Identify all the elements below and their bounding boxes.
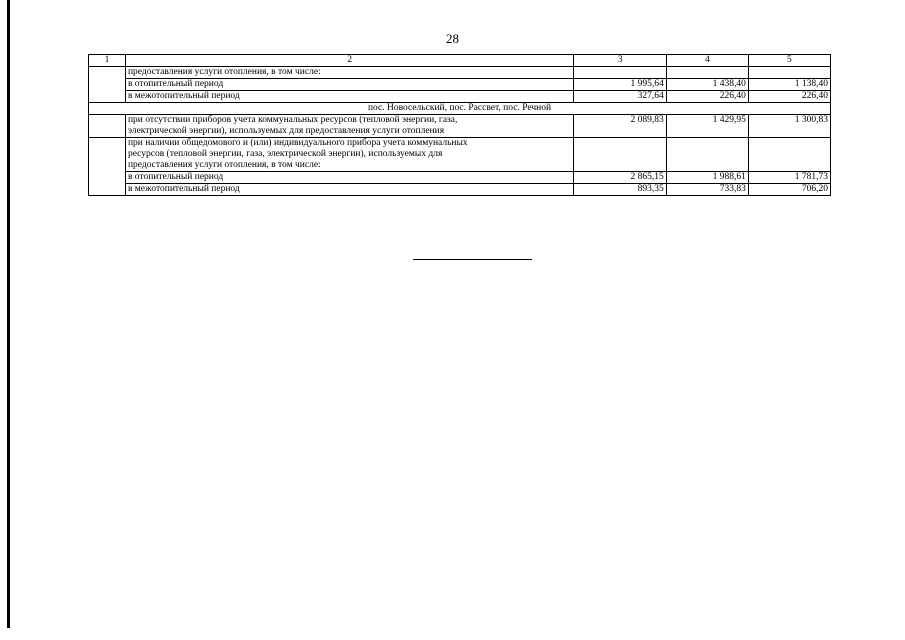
header-col-2: 2 — [125, 55, 573, 67]
row-label-line: предоставления услуги отопления, в том числе: — [127, 160, 321, 170]
row-number-cell — [89, 138, 126, 196]
header-col-3: 3 — [574, 55, 666, 67]
table-row — [89, 138, 831, 172]
value-col-3: 2 089,83 — [574, 115, 666, 138]
value-col-3: 327,64 — [574, 91, 666, 103]
value-col-5: 226,40 — [748, 91, 830, 103]
row-label-line: ресурсов (тепловой энергии, газа, электрической энергии), используемых для — [127, 149, 443, 159]
value-col-4 — [666, 138, 748, 172]
table-row — [89, 115, 831, 138]
tariff-table — [88, 54, 831, 196]
section-title: пос. Новосельский, пос. Рассвет, пос. Речной — [89, 103, 831, 115]
row-number-cell — [89, 115, 126, 138]
table-row — [89, 172, 831, 184]
row-label — [125, 138, 573, 172]
row-label — [125, 115, 573, 138]
value-col-5: 706,20 — [748, 184, 830, 196]
header-col-5: 5 — [748, 55, 830, 67]
row-label: в отопительный период — [125, 172, 573, 184]
row-label: предоставления услуги отопления, в том числе: — [125, 67, 573, 79]
value-col-5: 1 138,40 — [748, 79, 830, 91]
value-col-4 — [666, 67, 748, 79]
value-col-3 — [574, 138, 666, 172]
header-col-4: 4 — [666, 55, 748, 67]
table-row — [89, 184, 831, 196]
row-label: в межотопительный период — [125, 91, 573, 103]
value-col-4: 1 988,61 — [666, 172, 748, 184]
value-col-5 — [748, 138, 830, 172]
value-col-3 — [574, 67, 666, 79]
row-label-line: при отсутствии приборов учета коммунальных ресурсов (тепловой энергии, газа, — [127, 115, 458, 125]
table-row — [89, 79, 831, 91]
end-divider-line — [413, 259, 532, 260]
value-col-5: 1 300,83 — [748, 115, 830, 138]
page-number: 28 — [446, 31, 459, 46]
value-col-3: 893,35 — [574, 184, 666, 196]
header-col-1: 1 — [89, 55, 126, 67]
scan-edge-bar — [7, 0, 10, 628]
value-col-3: 2 865,15 — [574, 172, 666, 184]
value-col-4: 1 438,40 — [666, 79, 748, 91]
table-row — [89, 91, 831, 103]
row-label: в отопительный период — [125, 79, 573, 91]
value-col-4: 733,83 — [666, 184, 748, 196]
table-header-row — [89, 55, 831, 67]
value-col-5 — [748, 67, 830, 79]
value-col-3: 1 995,64 — [574, 79, 666, 91]
row-label: в межотопительный период — [125, 184, 573, 196]
value-col-4: 226,40 — [666, 91, 748, 103]
section-title-row — [89, 103, 831, 115]
table-row — [89, 67, 831, 79]
row-number-cell — [89, 67, 126, 103]
row-label-line: электрической энергии), используемых для предоставления услуги отопления — [127, 126, 445, 136]
value-col-4: 1 429,95 — [666, 115, 748, 138]
value-col-5: 1 781,73 — [748, 172, 830, 184]
row-label-line: при наличии общедомового и (или) индивидуального прибора учета коммунальных — [127, 138, 468, 148]
